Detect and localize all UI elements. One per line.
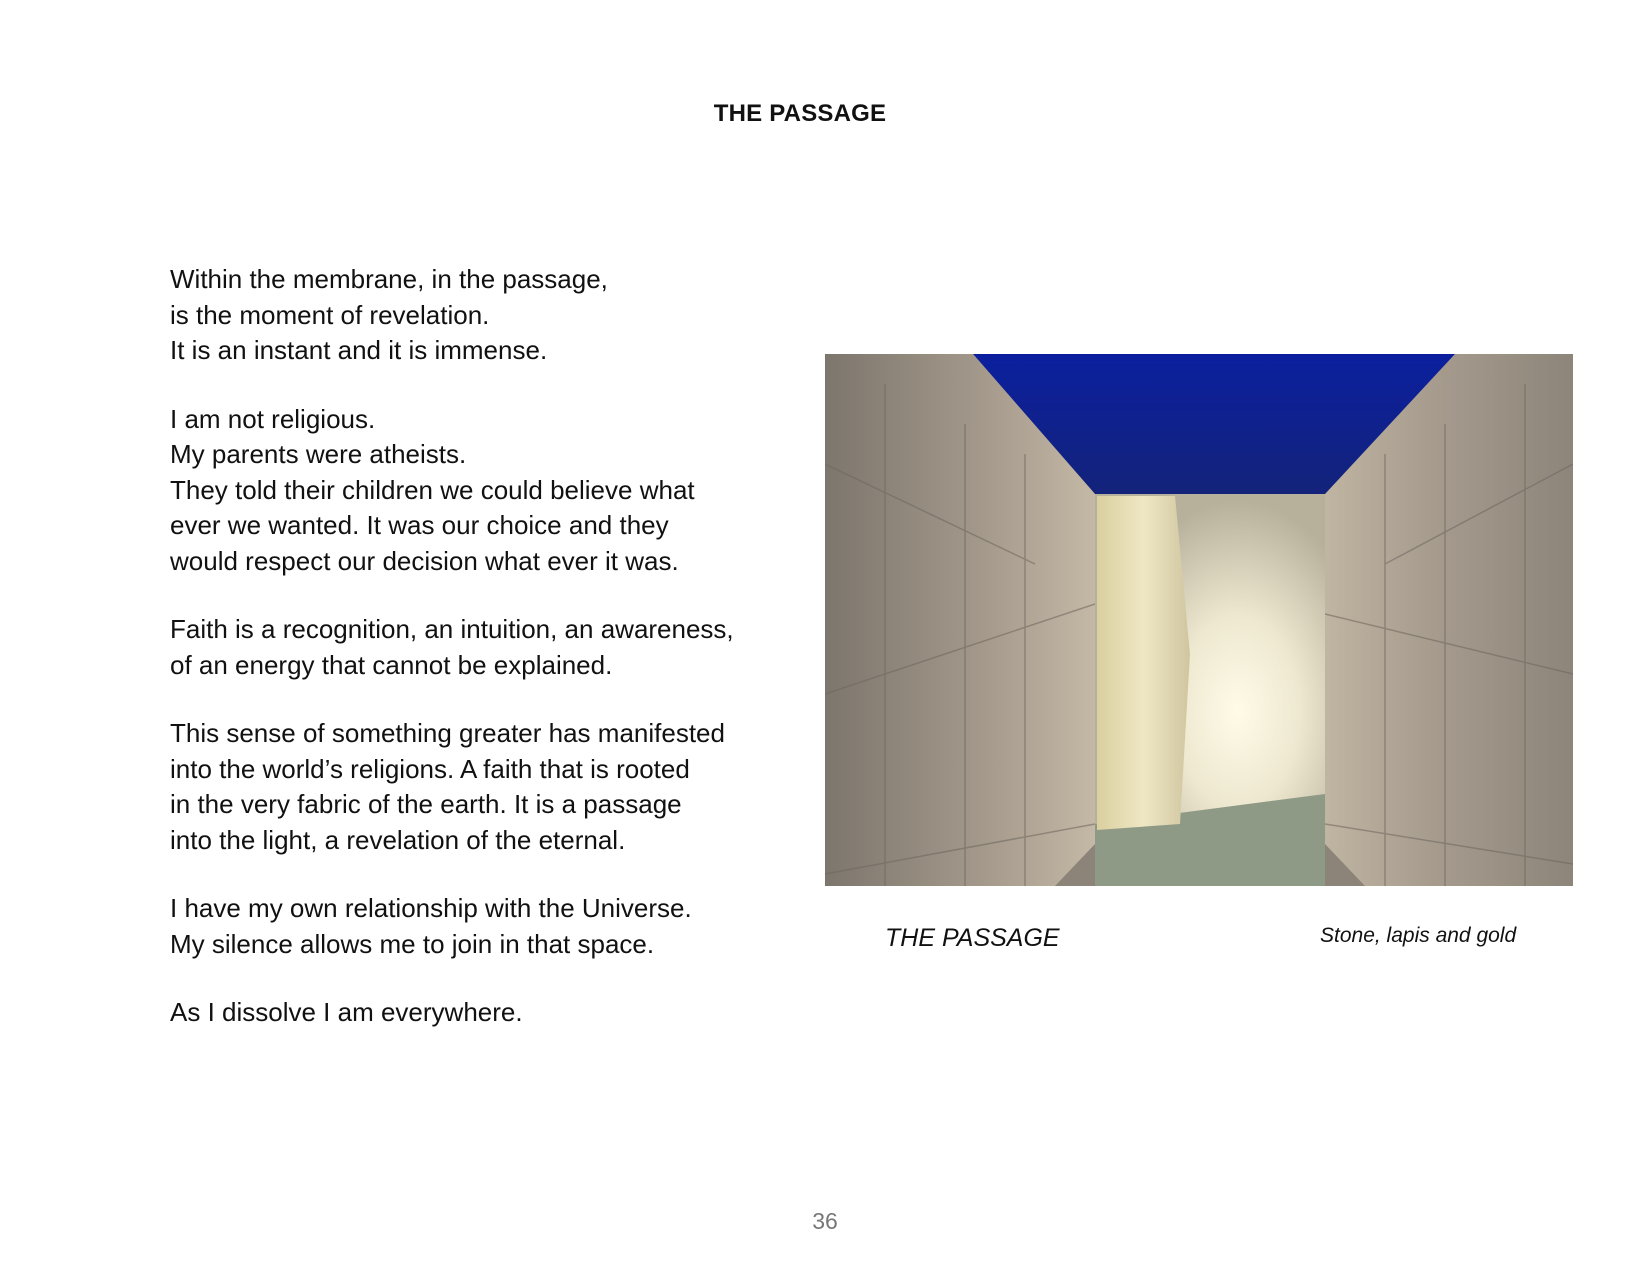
poem-line: into the world’s religions. A faith that is rooted <box>170 753 690 784</box>
poem-line: It is an instant and it is immense. <box>170 335 548 365</box>
poem-line: Within the membrane, in the passage, <box>170 264 608 294</box>
poem-line: in the very fabric of the earth. It is a passage <box>170 789 682 819</box>
poem-line: would respect our decision what ever it was. <box>170 545 679 576</box>
poem-line: My parents were atheists. <box>170 439 467 469</box>
page-number: 36 <box>812 1208 838 1234</box>
stone-pillar <box>1097 496 1190 830</box>
poem-line: I have my own relationship with the Universe. <box>170 893 692 923</box>
poem-line: into the light, a revelation of the eternal. <box>170 824 626 855</box>
poem-line: I am not religious. <box>170 403 376 434</box>
artwork-caption-title: THE PASSAGE <box>885 924 1060 952</box>
poem-line: My silence allows me to join in that space. <box>170 928 655 959</box>
poem-line: As I dissolve I am everywhere. <box>170 997 523 1027</box>
poem-stanza <box>170 612 770 683</box>
poem-line: This sense of something greater has manifested <box>170 718 725 748</box>
poem-stanza <box>170 995 770 1031</box>
poem-line: Faith is a recognition, an intuition, an awareness, <box>170 614 734 644</box>
poem-line: is the moment of revelation. <box>170 299 490 330</box>
poem-line: They told their children we could believe what <box>170 474 695 505</box>
poem-line: ever we wanted. It was our choice and they <box>170 510 669 540</box>
poem-text <box>170 262 770 1064</box>
artwork-caption-medium: Stone, lapis and gold <box>1320 924 1517 947</box>
poem-stanza <box>170 402 770 580</box>
poem-stanza <box>170 891 770 962</box>
poem-stanza <box>170 716 770 858</box>
artwork-image <box>825 354 1573 886</box>
poem-line: of an energy that cannot be explained. <box>170 649 613 680</box>
poem-stanza <box>170 262 770 369</box>
page-title: THE PASSAGE <box>713 100 887 127</box>
